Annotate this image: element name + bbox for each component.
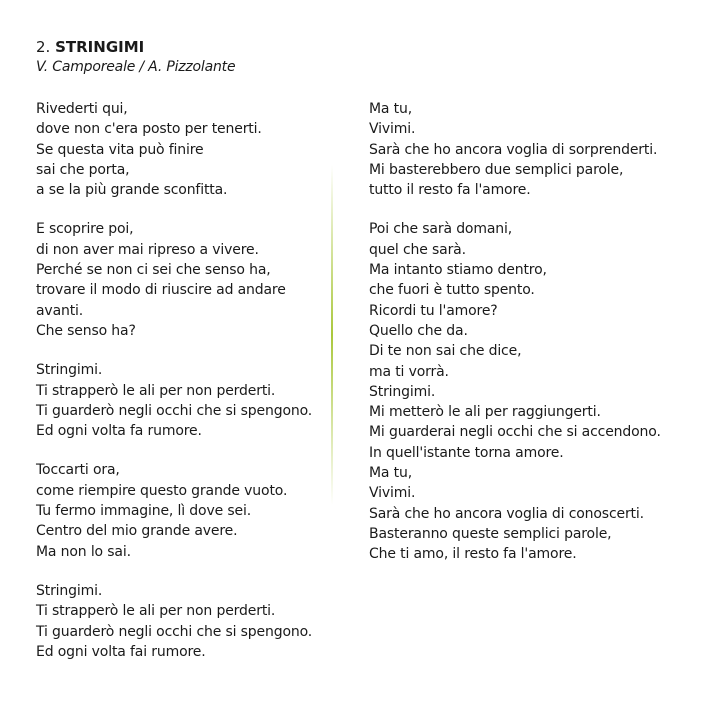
lyric-line: tutto il resto fa l'amore. xyxy=(369,182,531,199)
lyric-line: Ti strapperò le ali per non perderti. xyxy=(36,382,276,399)
lyric-line: Ti guarderò negli occhi che si spengono. xyxy=(36,402,313,419)
lyric-line: Mi basterebbero due semplici parole, xyxy=(369,161,624,178)
lyric-line: In quell'istante torna amore. xyxy=(369,444,564,461)
song-title-line xyxy=(36,37,235,57)
lyric-line: Ti strapperò le ali per non perderti. xyxy=(36,603,276,620)
lyric-line: Stringimi. xyxy=(36,582,103,599)
song-title: STRINGIMI xyxy=(55,38,145,56)
lyric-line: di non aver mai ripreso a vivere. xyxy=(36,241,259,258)
lyric-line: Toccarti ora, xyxy=(36,462,120,479)
lyric-line: a se la più grande sconfitta. xyxy=(36,182,228,199)
lyric-line: Sarà che ho ancora voglia di conoscerti. xyxy=(369,505,644,522)
lyric-line: Tu fermo immagine, lì dove sei. xyxy=(36,503,251,520)
stanza xyxy=(369,99,689,200)
lyric-line: Che ti amo, il resto fa l'amore. xyxy=(369,546,577,563)
lyric-line: Stringimi. xyxy=(369,383,436,400)
column-divider xyxy=(331,165,333,505)
lyric-line: Ma tu, xyxy=(369,465,413,482)
lyric-line: dove non c'era posto per tenerti. xyxy=(36,121,262,138)
stanza xyxy=(369,219,689,564)
song-number: 2. xyxy=(36,38,51,56)
song-header xyxy=(36,37,235,77)
lyric-line: trovare il modo di riuscire ad andare xyxy=(36,282,286,299)
lyric-line: Sarà che ho ancora voglia di sorprenderti. xyxy=(369,141,658,158)
lyric-line: Ti guarderò negli occhi che si spengono. xyxy=(36,623,313,640)
lyrics-column-right xyxy=(369,99,689,565)
lyric-line: quel che sarà. xyxy=(369,241,466,258)
lyric-line: avanti. xyxy=(36,302,84,319)
stanza xyxy=(36,99,326,200)
lyric-line: Vivimi. xyxy=(369,485,416,502)
lyric-line: Ma tu, xyxy=(369,101,413,117)
lyric-line: Poi che sarà domani, xyxy=(369,221,513,238)
lyric-line: Quello che da. xyxy=(369,322,468,339)
lyric-line: Ricordi tu l'amore? xyxy=(369,302,498,319)
lyric-line: Ed ogni volta fai rumore. xyxy=(36,643,206,660)
lyric-line: Basteranno queste semplici parole, xyxy=(369,525,612,542)
stanza xyxy=(36,360,326,441)
lyric-line: ma ti vorrà. xyxy=(369,363,449,380)
lyric-line: sai che porta, xyxy=(36,161,130,178)
lyric-line: Mi metterò le ali per raggiungerti. xyxy=(369,404,601,421)
lyric-line: come riempire questo grande vuoto. xyxy=(36,482,288,499)
lyric-line: Stringimi. xyxy=(36,362,103,379)
lyric-line: Se questa vita può finire xyxy=(36,141,204,158)
lyric-line: E scoprire poi, xyxy=(36,221,134,238)
lyrics-column-left xyxy=(36,99,326,662)
lyric-line: Ma non lo sai. xyxy=(36,543,131,560)
lyric-line: Mi guarderai negli occhi che si accendono. xyxy=(369,424,661,441)
lyric-line: Perché se non ci sei che senso ha, xyxy=(36,262,271,279)
stanza xyxy=(36,460,326,561)
stanza xyxy=(36,219,326,341)
lyric-line: Rivederti qui, xyxy=(36,101,128,117)
stanza xyxy=(36,581,326,662)
lyric-line: Vivimi. xyxy=(369,121,416,138)
song-authors: V. Camporeale / A. Pizzolante xyxy=(36,59,236,75)
lyric-line: Di te non sai che dice, xyxy=(369,343,522,360)
lyric-line: Centro del mio grande avere. xyxy=(36,523,238,540)
lyric-line: Che senso ha? xyxy=(36,322,136,339)
lyric-line: Ed ogni volta fa rumore. xyxy=(36,423,202,440)
lyric-line: Ma intanto stiamo dentro, xyxy=(369,262,547,279)
lyric-line: che fuori è tutto spento. xyxy=(369,282,535,299)
